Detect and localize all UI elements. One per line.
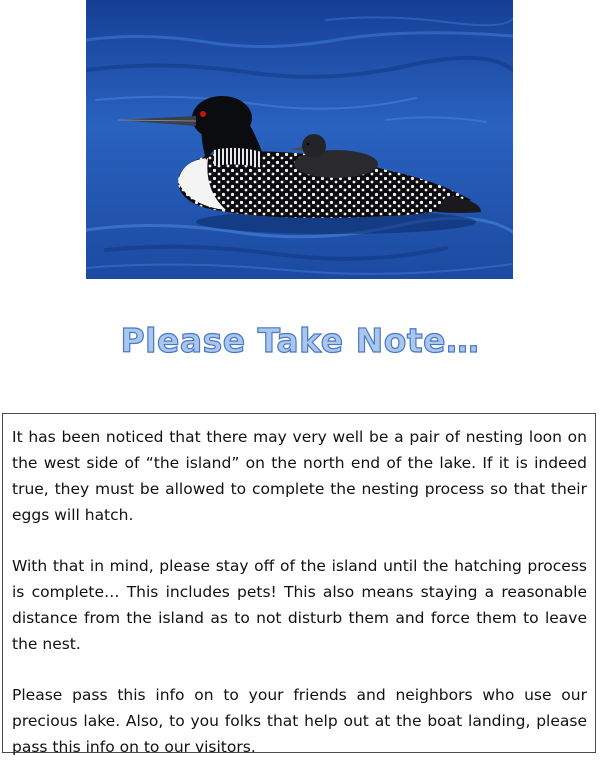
notice-box [2, 413, 596, 756]
notice-paragraph-1: It has been noticed that there may very well be a pair of nesting loon on the west side of “the island” on the north end of the lake. If it is indeed true, they must be allowed to complete the nesting process so that their eggs will hatch. [12, 428, 587, 524]
loon-with-chick-icon [86, 0, 513, 279]
notice-paragraph-2: With that in mind, please stay off of the island until the hatching process is complete… This includes pets! This also means staying a reasonable distance from the island as to not disturb them and force them to leave the nest. [12, 557, 587, 653]
page-title: Please Take Note… [120, 321, 480, 360]
notice-paragraph-3: Please pass this info on to your friends and neighbors who use our precious lake. Also, to you folks that help out at the boat landing, please pass this info on to our visitors. [12, 686, 587, 756]
